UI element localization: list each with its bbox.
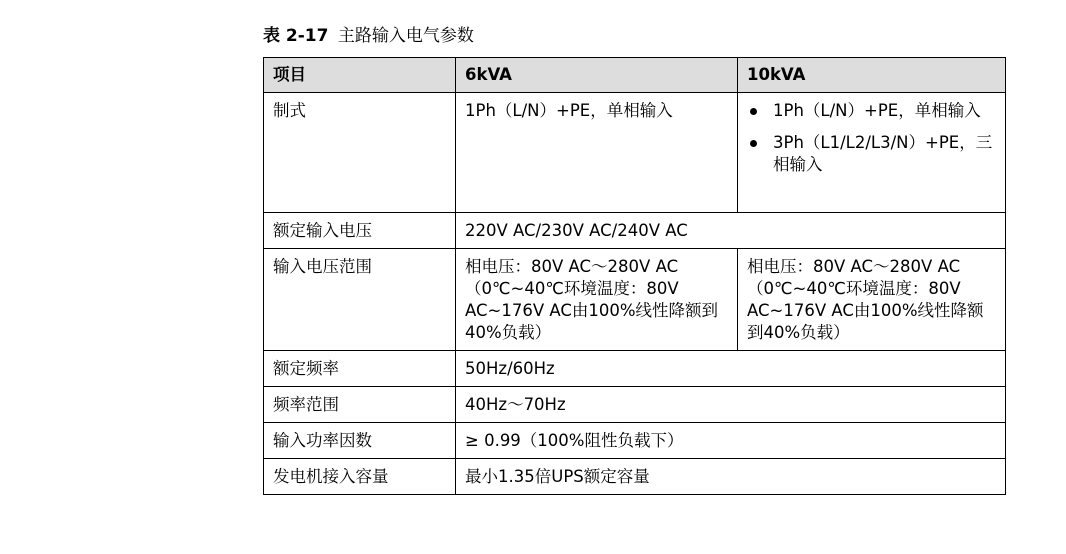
cell-item-power-factor: 输入功率因数: [264, 423, 456, 459]
bullet-icon: [750, 140, 757, 147]
main-input-electrical-parameters-table: [263, 57, 1006, 495]
list-item: [747, 100, 997, 122]
table-row-rated-frequency: [264, 351, 1006, 387]
table-caption-number: 表 2-17: [263, 26, 329, 46]
bullet-icon: [750, 108, 757, 115]
bullet-list-10kva-system: [747, 100, 997, 176]
list-item-text: 3Ph（L1/L2/L3/N）+PE，三相输入: [773, 133, 993, 174]
table-row-system: [264, 93, 1006, 213]
cell-value-rated-voltage: 220V AC/230V AC/240V AC: [456, 213, 1006, 249]
cell-item-generator-capacity: 发电机接入容量: [264, 459, 456, 495]
cell-item-system: 制式: [264, 93, 456, 213]
header-6kva: 6kVA: [456, 58, 738, 93]
cell-item-frequency-range: 频率范围: [264, 387, 456, 423]
list-item: [747, 132, 997, 176]
list-item-text: 1Ph（L/N）+PE，单相输入: [773, 101, 981, 120]
cell-10kva-voltage-range: 相电压：80V AC～280V AC（0℃~40℃环境温度：80V AC~176V AC由100%线性降额到40%负载）: [738, 249, 1006, 351]
cell-value-frequency-range: 40Hz～70Hz: [456, 387, 1006, 423]
cell-item-rated-frequency: 额定频率: [264, 351, 456, 387]
table-row-voltage-range: [264, 249, 1006, 351]
table-caption-title: 主路输入电气参数: [337, 26, 474, 46]
cell-6kva-system: 1Ph（L/N）+PE，单相输入: [456, 93, 738, 213]
table-row-rated-voltage: [264, 213, 1006, 249]
table-caption: [263, 24, 474, 48]
cell-10kva-system: [738, 93, 1006, 213]
header-item: 项目: [264, 58, 456, 93]
cell-item-voltage-range: 输入电压范围: [264, 249, 456, 351]
cell-item-rated-voltage: 额定输入电压: [264, 213, 456, 249]
table-row-power-factor: [264, 423, 1006, 459]
cell-6kva-voltage-range: 相电压：80V AC～280V AC（0℃~40℃环境温度：80V AC~176V AC由100%线性降额到40%负载）: [456, 249, 738, 351]
table-row-frequency-range: [264, 387, 1006, 423]
table-row-generator-capacity: [264, 459, 1006, 495]
table-header-row: [264, 58, 1006, 93]
cell-value-rated-frequency: 50Hz/60Hz: [456, 351, 1006, 387]
cell-value-power-factor: ≥ 0.99（100%阻性负载下）: [456, 423, 1006, 459]
cell-value-generator-capacity: 最小1.35倍UPS额定容量: [456, 459, 1006, 495]
header-10kva: 10kVA: [738, 58, 1006, 93]
